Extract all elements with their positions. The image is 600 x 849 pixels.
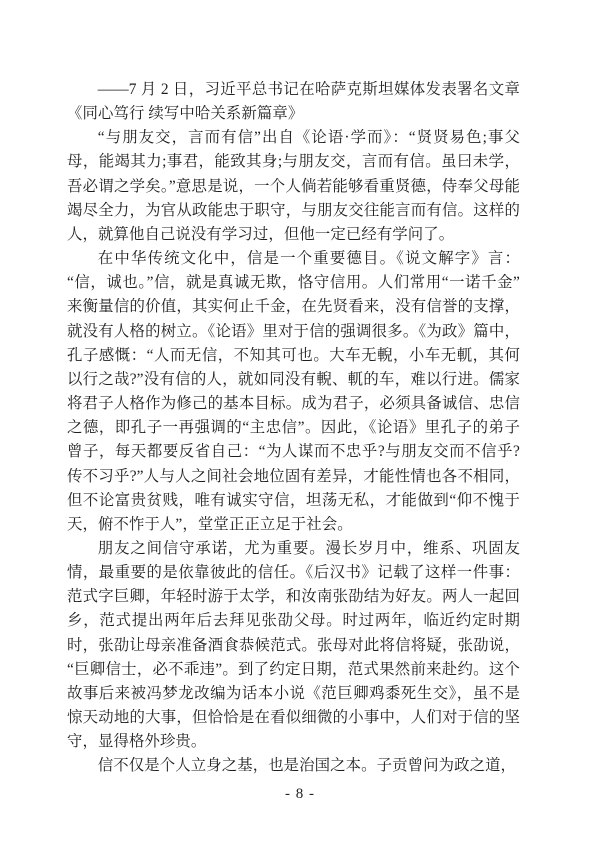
paragraph-attribution: ——7 月 2 日，习近平总书记在哈萨克斯坦媒体发表署名文章《同心笃行 续写中哈关系新篇章》: [67, 81, 520, 123]
document-body: [67, 78, 520, 779]
paragraph: 朋友之间信守承诺，尤为重要。漫长岁月中，维系、巩固友情，最重要的是依靠彼此的信任。《后汉书》记载了这样一件事：范式字巨卿，年轻时游于太学，和汝南张劭结为好友。两人一起回乡，范式提出两年后去拜见张劭父母。时过两年，临近约定时期时，张劭让母亲准备酒食恭候范式。张母对此将信将疑，张劭说，“巨卿信士，必不乖违”。到了约定日期，范式果然前来赴约。这个故事后来被冯梦龙改编为话本小说《范巨卿鸡黍死生交》，虽不是惊天动地的大事，但恰恰是在看似细微的小事中，人们对于信的坚守，显得格外珍贵。: [67, 539, 520, 751]
paragraph: “与朋友交，言而有信”出自《论语·学而》：“贤贤易色;事父母，能竭其力;事君，能致其身;与朋友交，言而有信。虽曰未学，吾必谓之学矣。”意思是说，一个人倘若能够看重贤德，侍奉父母能竭尽全力，为官从政能忠于职守，与朋友交往能言而有信。这样的人，就算他自己说没有学习过，但他一定已经有学问了。: [67, 129, 520, 243]
paragraph: 在中华传统文化中，信是一个重要德目。《说文解字》言：“信，诚也。”信，就是真诚无欺，恪守信用。人们常用“一诺千金”来衡量信的价值，其实何止千金，在先贤看来，没有信誉的支撑，就没有人格的树立。《论语》里对于信的强调很多。《为政》篇中，孔子感慨：“人而无信，不知其可也。大车无輗，小车无軏，其何以行之哉?”没有信的人，就如同没有輗、軏的车，难以行进。儒家将君子人格作为修己的基本目标。成为君子，必须具备诚信、忠信之德，即孔子一再强调的“主忠信”。因此，《论语》里孔子的弟子曾子，每天都要反省自己：“为人谋而不忠乎?与朋友交而不信乎?传不习乎?”人与人之间社会地位固有差异，才能性情也各不相同，但不论富贵贫贱，唯有诚实守信，坦荡无私，才能做到“仰不愧于天，俯不怍于人”，堂堂正正立足于社会。: [67, 250, 520, 533]
paragraph: 信不仅是个人立身之基，也是治国之本。子贡曾问为政之道，: [97, 757, 517, 775]
page-number: - 8 -: [285, 786, 315, 802]
